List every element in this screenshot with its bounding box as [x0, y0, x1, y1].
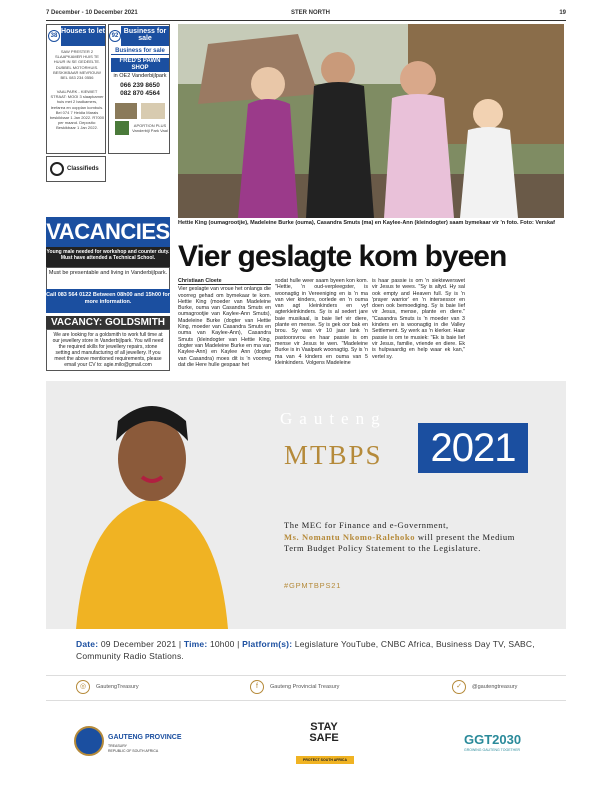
gauteng-logo-sub1: TREASURY: [108, 744, 127, 748]
twitter-handle: ✓ @gautengtreasury: [452, 676, 517, 698]
family-photo: [178, 24, 564, 218]
mec-name: Ms. Nomantu Nkomo-Ralehoko: [284, 531, 416, 542]
pawnshop-tel-1: 066 239 8650: [120, 82, 160, 89]
article-column-1: [178, 278, 271, 368]
gauteng-logo-sub2: REPUBLIC OF SOUTH AFRICA: [108, 749, 159, 753]
business-label: Business for sale: [111, 49, 169, 55]
paper-name: STER NORTH: [291, 10, 330, 16]
article-headline: Vier geslagte kom byeen: [178, 240, 507, 273]
mec-photo: [46, 381, 258, 629]
houses-listing-2: VAALPARK - KIEWIET STRAAT: MOOI 3 slaapkamer huis met 2 badkamers, leefarea en oopplan kombuis. Bel 074 7 Heidia Marais beskikbaar 1 Jan 2022. R7000 per maand. Deposito: Beskikbaar 1 Jan 2022.: [49, 89, 105, 131]
column-1-text: Vier geslagte van vroue het onlangs die voorreg gehad om bymekaar te kom. Hettie King (moeder van Madeleine Burke, ouma van Casandra Smuts en oumagrootjie van Kaylee-Ann Smuts), Madeleine Burke (dogter van Hettie King, moeder van Casandra Smuts en ouma van Kaylee-Ann), Casandra Smuts (kleindogter van Hettie King, dogter van Madeleine Burke en ma van Kaylee-Ann) en Kaylee Ann (dogter van Casandra) moes dit is 'n voorreg dat die Here hulle gespaar het: [178, 286, 271, 368]
article-column-2: sodat hulle weer saam byeen kon kom. "Hettie, 'n oud-verpleegster, is woonagtig in Vereeniging en is 'n ma van vier kinders, oorlede en 'n ouma van agt kleinkinders en vyf agterkleinkinders. Sy is al sedert jare baie musikaal, is baie lief vir diere, plante en mense. Sy is gek oor bak en brou. Sy was vir 10 jaar lank 'n pastoorsvrou en haar passie is om mense vir Jesus te wen. "Madeleine Burke is in Vaalpark woonagtig. Sy is 'n ma van 4 kinders en ouma van 5 kleinkinders. Volgens Madeleine: [275, 278, 368, 366]
mec-portrait: [46, 381, 258, 629]
time-label: Time:: [183, 639, 208, 649]
photo-caption: Hettie King (oumagrootjie), Madeleine Burke (ouma), Casandra Smuts (ma) en Kaylee-Ann (kleindogter) saam bymekaar vir 'n foto. Foto: Verskaf: [178, 220, 555, 226]
facebook-handle: f Gauteng Provincial Treasury: [250, 676, 339, 698]
ad-hashtag: #GPMTBPS21: [284, 581, 342, 590]
article-photo: [178, 24, 564, 218]
houses-box: [46, 24, 106, 154]
ad-text-post: will present the Medium Term Budget Policy Statement to the Legislature.: [284, 531, 515, 553]
pawnshop-name: FRED'S PAWN SHOP: [111, 58, 169, 72]
article-column-3: is haar passie is om 'n siektewerswet vir Jesus te wees. "Sy is altyd. Hy sal ook empty and Heaven full. Sy is 'n 'prayer warrior' en 'n intersessor en doen ook bemoediging. Sy is baie lief vir Jesus, mense, plante en diere." "Casandra Smuts is 'n moeder van 3 kinders en is woonagtig in die Valley Settlement. Sy werk as 'n klerker. Haar passie is om te musiek: "Ek is baie lief vir Jesus, familie, vriende en diere. Ek is hulpvaardig en help waar ek kan," vertel sy.: [372, 278, 465, 360]
date-value: 09 December 2021: [100, 639, 177, 649]
date-label: Date:: [76, 639, 99, 649]
houses-listing: SAW PRESTER 2 SLAAPKAMER HUIS TE HUUR IN SE GEDEELTE. DUBBEL MOTORHUIS. BESKIKBAAR MEVROUW BEL 083 234 0556: [53, 49, 101, 81]
stay-safe-title: STAY SAFE: [309, 721, 339, 744]
business-number: 92: [109, 30, 121, 42]
instagram-icon: ◎: [76, 680, 90, 694]
stay-safe-sub: PROTECT SOUTH AFRICA: [296, 756, 354, 764]
goldsmith-body: We are looking for a goldsmith to work full time at our jewellery store in Vanderbijlpark. You will need the required skills for jewellery repairs, stone setting and manufacturing of all jewellery. If you meet the above mentioned requirements, please email your CV to: agie.milo@gmail.com: [46, 329, 170, 371]
ad-gauteng: Gauteng: [280, 409, 387, 428]
classifieds-logo: Classifieds: [67, 166, 99, 172]
platform-label: Platform(s):: [242, 639, 293, 649]
vacancies-subtitle: Young male needed for workshop and counter duty. Must have attended a Technical School.: [46, 247, 170, 267]
business-box: [108, 24, 170, 154]
business-header: Business for sale: [121, 26, 169, 46]
time-value: 10h00: [209, 639, 235, 649]
platform-value: Legislature YouTube, CNBC Africa, Business Day TV, SABC, Community Radio Stations.: [76, 639, 535, 661]
issue-date: 7 December - 10 December 2021: [46, 10, 138, 16]
instagram-handle: ◎ GautengTreasury: [76, 676, 139, 698]
houses-number: 38: [48, 30, 60, 42]
gauteng-logo-title: GAUTENG PROVINCE: [108, 734, 182, 741]
brand-text: APORTION PLUS Vanderbijl Park Vaal: [132, 123, 168, 134]
classifieds-column: [46, 24, 170, 368]
page-number: 19: [559, 10, 566, 16]
ad-text-pre: The MEC for Finance and e-Government,: [284, 520, 449, 530]
shop-logo-image: [141, 103, 165, 119]
ad-text: [284, 520, 534, 555]
ad-year: 2021: [418, 423, 528, 473]
ad-date-line: Date: 09 December 2021 | Time: 10h00 | Platform(s): Legislature YouTube, CNBC Africa, Business Day TV, SABC, Community Radio Stations.: [76, 639, 535, 661]
magnifier-icon: [50, 162, 64, 176]
facebook-icon: f: [250, 680, 264, 694]
shop-image: [115, 103, 137, 119]
twitter-icon: ✓: [452, 680, 466, 694]
ad-mtbps: MTBPS: [284, 440, 383, 470]
pawnshop-location: in OE2 Vanderbijlpark: [113, 73, 167, 79]
brand-logo: [115, 121, 129, 135]
goldsmith-title: VACANCY: GOLDSMITH: [46, 316, 170, 329]
header-rule: [46, 20, 566, 21]
byline: Christiaan Cloete: [178, 278, 271, 285]
pawnshop-tel-2: 082 870 4564: [120, 90, 160, 97]
ggt-sub: GROWING GAUTENG TOGETHER: [464, 748, 521, 752]
vacancies-body: Must be presentable and living in Vanderbijlpark.: [46, 267, 170, 313]
houses-header: Houses to let: [61, 26, 105, 46]
page-header: [46, 7, 566, 19]
vacancies-title: VACANCIES: [46, 217, 170, 247]
coat-of-arms-icon: [74, 726, 104, 756]
social-rule-bottom: [46, 700, 566, 701]
ggt-title: GGT2030: [464, 732, 522, 747]
classifieds-logo-box: [46, 156, 106, 182]
vacancies-call: Call 083 564 0122 Between 08h00 and 15h00 for more information.: [46, 289, 170, 313]
